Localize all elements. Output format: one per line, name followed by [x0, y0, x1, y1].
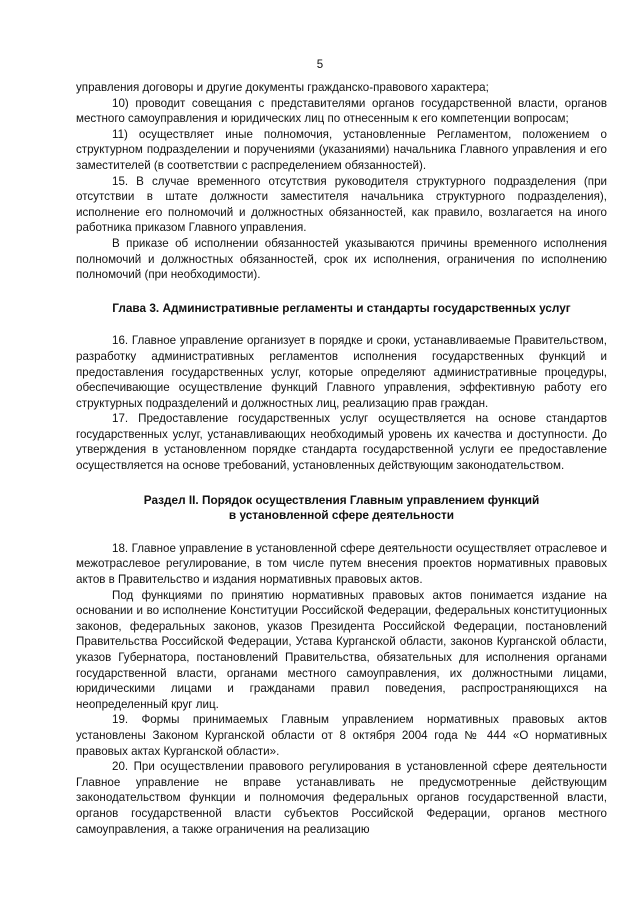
paragraph-20: 20. При осуществлении правового регулирования в установленной сфере деятельности Главное управление не вправе устанавливать не предусмотренные действующим законодательством функции и полномочия федеральных органов государственной власти, органов государственной власти субъектов Российской Федерации, органов местного самоуправления, а также ограничения на реализацию — [76, 760, 607, 836]
section-2-heading-line1: Раздел II. Порядок осуществления Главным управлением функций — [143, 492, 540, 507]
paragraph-functions-definition: Под функциями по принятию нормативных правовых актов понимается издание на основании и во исполнение Конституции Российской Федерации, федеральных конституционных законов, федеральных законов, указов Президента Российской Федерации, постановлений Правительства Российской Федерации, Устава Курганской области, законов Курганской области, указов Губернатора, постановлений Правительства, обязательных для исполнения органами государственной власти, органами местного самоуправления, их должностными лицами, юридическими лицами и гражданами правил поведения, распространяющихся на неопределенный круг лиц. — [76, 588, 607, 711]
chapter-3-heading: Глава 3. Административные регламенты и стандарты государственных услуг — [112, 300, 571, 315]
paragraph-item-10: 10) проводит совещания с представителями органов государственной власти, органов местного самоуправления и юридических лиц по отнесенным к его компетенции вопросам; — [76, 96, 607, 126]
paragraph-item-11: 11) осуществляет иные полномочия, установленные Регламентом, положением о структурном подразделении и поручениями (указаниями) начальника Главного управления и его заместителей (в соответствии с распределением обязанностей). — [76, 127, 607, 172]
paragraph-16: 16. Главное управление организует в порядке и сроки, устанавливаемые Правительством, разработку административных регламентов исполнения государственных функций и предоставления государственных услуг, которые определяют административные процедуры, обеспечивающие осуществление функций Главного управления, эффективную работу его структурных подразделений и должностных лиц, реализацию прав граждан. — [76, 334, 607, 410]
paragraph-18: 18. Главное управление в установленной сфере деятельности осуществляет отраслевое и межотраслевое регулирование, в том числе путем внесения проектов нормативных правовых актов в Правительство и издания нормативных правовых актов. — [76, 541, 607, 587]
paragraph-continuation: управления договоры и другие документы гражданско-правового характера; — [76, 81, 489, 94]
page-content — [76, 80, 607, 837]
paragraph-19: 19. Формы принимаемых Главным управлением нормативных правовых актов установлены Законом Курганской области от 8 октября 2004 года № 444 «О нормативных правовых актах Курганской области». — [76, 713, 607, 758]
paragraph-17: 17. Предоставление государственных услуг осуществляется на основе стандартов государственных услуг, устанавливающих необходимый уровень их качества и доступности. До утверждения в установленном порядке стандарта государственной услуги ее предоставление осуществляется на основе требований, установленных действующим законодательством. — [76, 412, 607, 473]
paragraph-15: 15. В случае временного отсутствия руководителя структурного подразделения (при отсутствии в штате должности заместителя начальника структурного подразделения), исполнение его полномочий и должностных обязанностей, как правило, возлагается на иного работника приказом Главного управления. — [76, 174, 607, 235]
page-number: 5 — [316, 59, 324, 71]
paragraph-order-duties: В приказе об исполнении обязанностей указываются причины временного исполнения полномочий и должностных обязанностей, срок их исполнения, ограничения по исполнению полномочий (при необходимости). — [76, 236, 607, 282]
section-2-heading-line2: в установленной сфере деятельности — [228, 508, 455, 523]
